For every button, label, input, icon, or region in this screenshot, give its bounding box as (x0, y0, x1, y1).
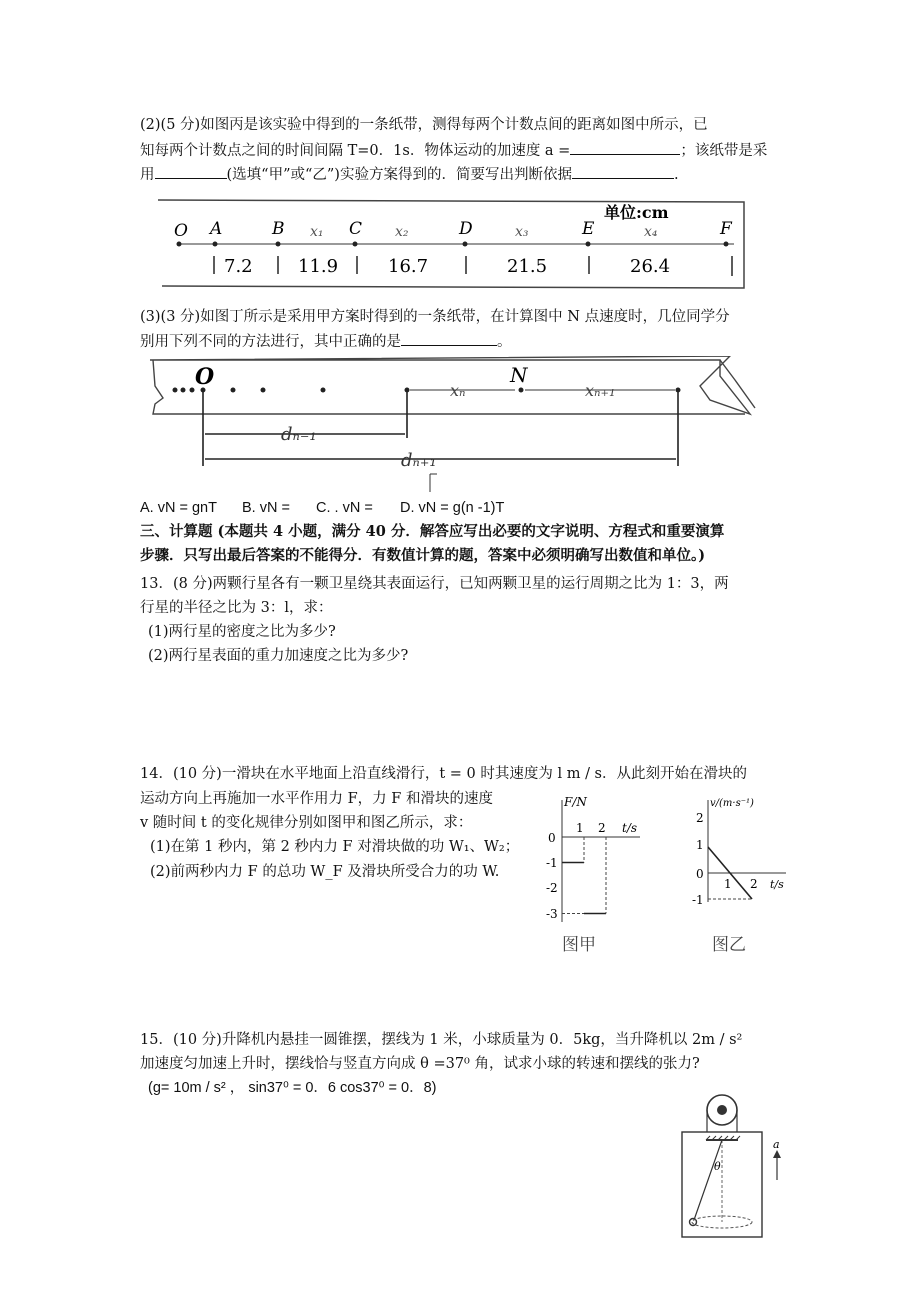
tape1-dist-3: 16.7 (388, 256, 429, 277)
tape1-unit: 单位:cm (604, 203, 669, 222)
tape1-point-o: O (174, 221, 188, 241)
tape1-point-e: E (582, 219, 595, 239)
q3-line2 (140, 331, 512, 352)
q13-line2: 行星的半径之比为 3：l，求： (140, 600, 333, 616)
tape1-x1: x₁ (310, 224, 324, 240)
graph-f-xtick-1: 1 (576, 821, 584, 835)
tape1-x4: x₄ (644, 224, 658, 240)
answer-blank-method[interactable] (401, 331, 497, 346)
answer-blank-acceleration[interactable] (570, 140, 680, 155)
q2-line2 (140, 140, 767, 161)
graph-v-xtick-1: 1 (724, 877, 732, 891)
tape1-dist-1: 7.2 (224, 256, 253, 277)
tape1-point-f: F (720, 219, 732, 239)
q13-line4: (2)两行星表面的重力加速度之比为多少? (148, 648, 409, 664)
tape1-x2: x₂ (395, 224, 409, 240)
tape1-point-b: B (272, 219, 285, 239)
graph-v-ytick-1: 1 (696, 838, 704, 852)
tape1-point-c: C (349, 219, 363, 239)
tape1-dist-4: 21.5 (507, 256, 548, 277)
graph-v-xlabel: t/s (770, 878, 784, 891)
q14-line2: 运动方向上再施加一水平作用力 F，力 F 和滑块的速度 (140, 791, 493, 807)
graph-v-xtick-2: 2 (750, 877, 758, 891)
option-b[interactable]: B. vN = (242, 500, 290, 516)
q2-line3 (140, 164, 679, 185)
tape1-dist-2: 11.9 (298, 256, 339, 277)
section3-line1: 三、计算题 (本题共 4 小题，满分 40 分．解答应写出必要的文字说明、方程式和重要演算 (140, 523, 725, 540)
q3-line1: (3)(3 分)如图丁所示是采用甲方案时得到的一条纸带，在计算图中 N 点速度时，几位同学分 (140, 309, 730, 325)
graph-f-xlabel: t/s (622, 821, 638, 835)
graph-f-xtick-2: 2 (598, 821, 606, 835)
q14-line4: (1)在第 1 秒内，第 2 秒内力 F 对滑块做的功 W₁、W₂； (150, 839, 520, 855)
conical-pendulum-figure (672, 1090, 812, 1240)
tape-figure-2 (145, 356, 765, 496)
answer-blank-scheme[interactable] (155, 164, 227, 179)
graph-f-ytick-3: -3 (546, 907, 558, 921)
tape2-point-n: N (510, 363, 528, 387)
answer-blank-reason[interactable] (572, 164, 674, 179)
q15-line1: 15．(10 分)升降机内悬挂一圆锥摆，摆线为 1 米，小球质量为 0．5kg，当升降机以 2m / s² (140, 1032, 743, 1048)
tape2-dn-1: dₙ₋₁ (281, 424, 317, 445)
q13-line3: (1)两行星的密度之比为多少? (148, 624, 336, 640)
tape2-xn: xₙ (450, 381, 466, 400)
q2-line3-end: . (673, 167, 679, 183)
tape2-dn1: dₙ₊₁ (401, 450, 437, 471)
tape1-dist-5: 26.4 (630, 256, 671, 277)
tape1-point-d: D (459, 219, 473, 239)
q15-line3: (g= 10m / s² ， sin37⁰ = 0．6 cos37⁰ = 0．8) (148, 1080, 437, 1096)
q2-line1: (2)(5 分)如图丙是该实验中得到的一条纸带，测得每两个计数点间的距离如图中所示，已 (140, 117, 708, 133)
q3-line2-tail: 。 (497, 334, 512, 350)
option-a[interactable]: A. vN = gnT (140, 500, 217, 516)
q2-line3-text: 用 (140, 167, 155, 183)
graph-v-ylabel: v/(m·s⁻¹) (710, 798, 754, 809)
q14-line5: (2)前两秒内力 F 的总功 W_F 及滑块所受合力的功 W. (150, 864, 500, 880)
graph-f-chart (540, 792, 660, 967)
graph-f-ytick-0: 0 (548, 831, 556, 845)
q2-line2-text: 知每两个计数点之间的时间间隔 T=0．1s．物体运动的加速度 a = (140, 143, 571, 159)
q14-line1: 14．(10 分)一滑块在水平地面上沿直线滑行，t = 0 时其速度为 l m / s．从此刻开始在滑块的 (140, 766, 748, 782)
theta-label: θ (714, 1160, 721, 1173)
graph-f-ylabel: F/N (564, 795, 587, 809)
option-d[interactable]: D. vN = g(n -1)T (400, 500, 505, 516)
q13-line1: 13．(8 分)两颗行星各有一颗卫星绕其表面运行，已知两颗卫星的运行周期之比为 1：3，两 (140, 576, 729, 592)
tape-figure-1 (152, 196, 752, 296)
section3-line2: 步骤．只写出最后答案的不能得分．有数值计算的题，答案中必须明确写出数值和单位。) (140, 547, 706, 564)
q14-line3: v 随时间 t 的变化规律分别如图甲和图乙所示，求： (140, 815, 473, 831)
graph-f-ytick-1: -1 (546, 856, 558, 870)
option-c[interactable]: C. . vN = (316, 500, 373, 516)
arrow-up-icon (773, 1150, 781, 1158)
q3-line2-text: 别用下列不同的方法进行，其中正确的是 (140, 334, 401, 350)
tape1-point-a: A (210, 219, 223, 239)
graph-v-ytick-m1: -1 (692, 893, 704, 907)
graph-v-chart (686, 792, 796, 967)
graph-f-caption: 图甲 (562, 935, 596, 955)
tape2-xn1: xₙ₊₁ (585, 381, 616, 400)
tape2-point-o: O (195, 364, 215, 390)
q15-line2: 加速度匀加速上升时，摆线恰与竖直方向成 θ =37⁰ 角，试求小球的转速和摆线的张力? (140, 1056, 700, 1072)
q2-line2-tail: ；该纸带是采 (680, 143, 768, 159)
graph-v-ytick-0: 0 (696, 867, 704, 881)
graph-f-ytick-2: -2 (546, 881, 558, 895)
q2-line3-mid: (选填“甲”或“乙”)实验方案得到的．简要写出判断依据 (226, 167, 572, 183)
graph-v-ytick-2: 2 (696, 811, 704, 825)
tape1-x3: x₃ (515, 224, 529, 240)
accel-label: a (773, 1138, 780, 1151)
graph-v-caption: 图乙 (712, 935, 746, 955)
